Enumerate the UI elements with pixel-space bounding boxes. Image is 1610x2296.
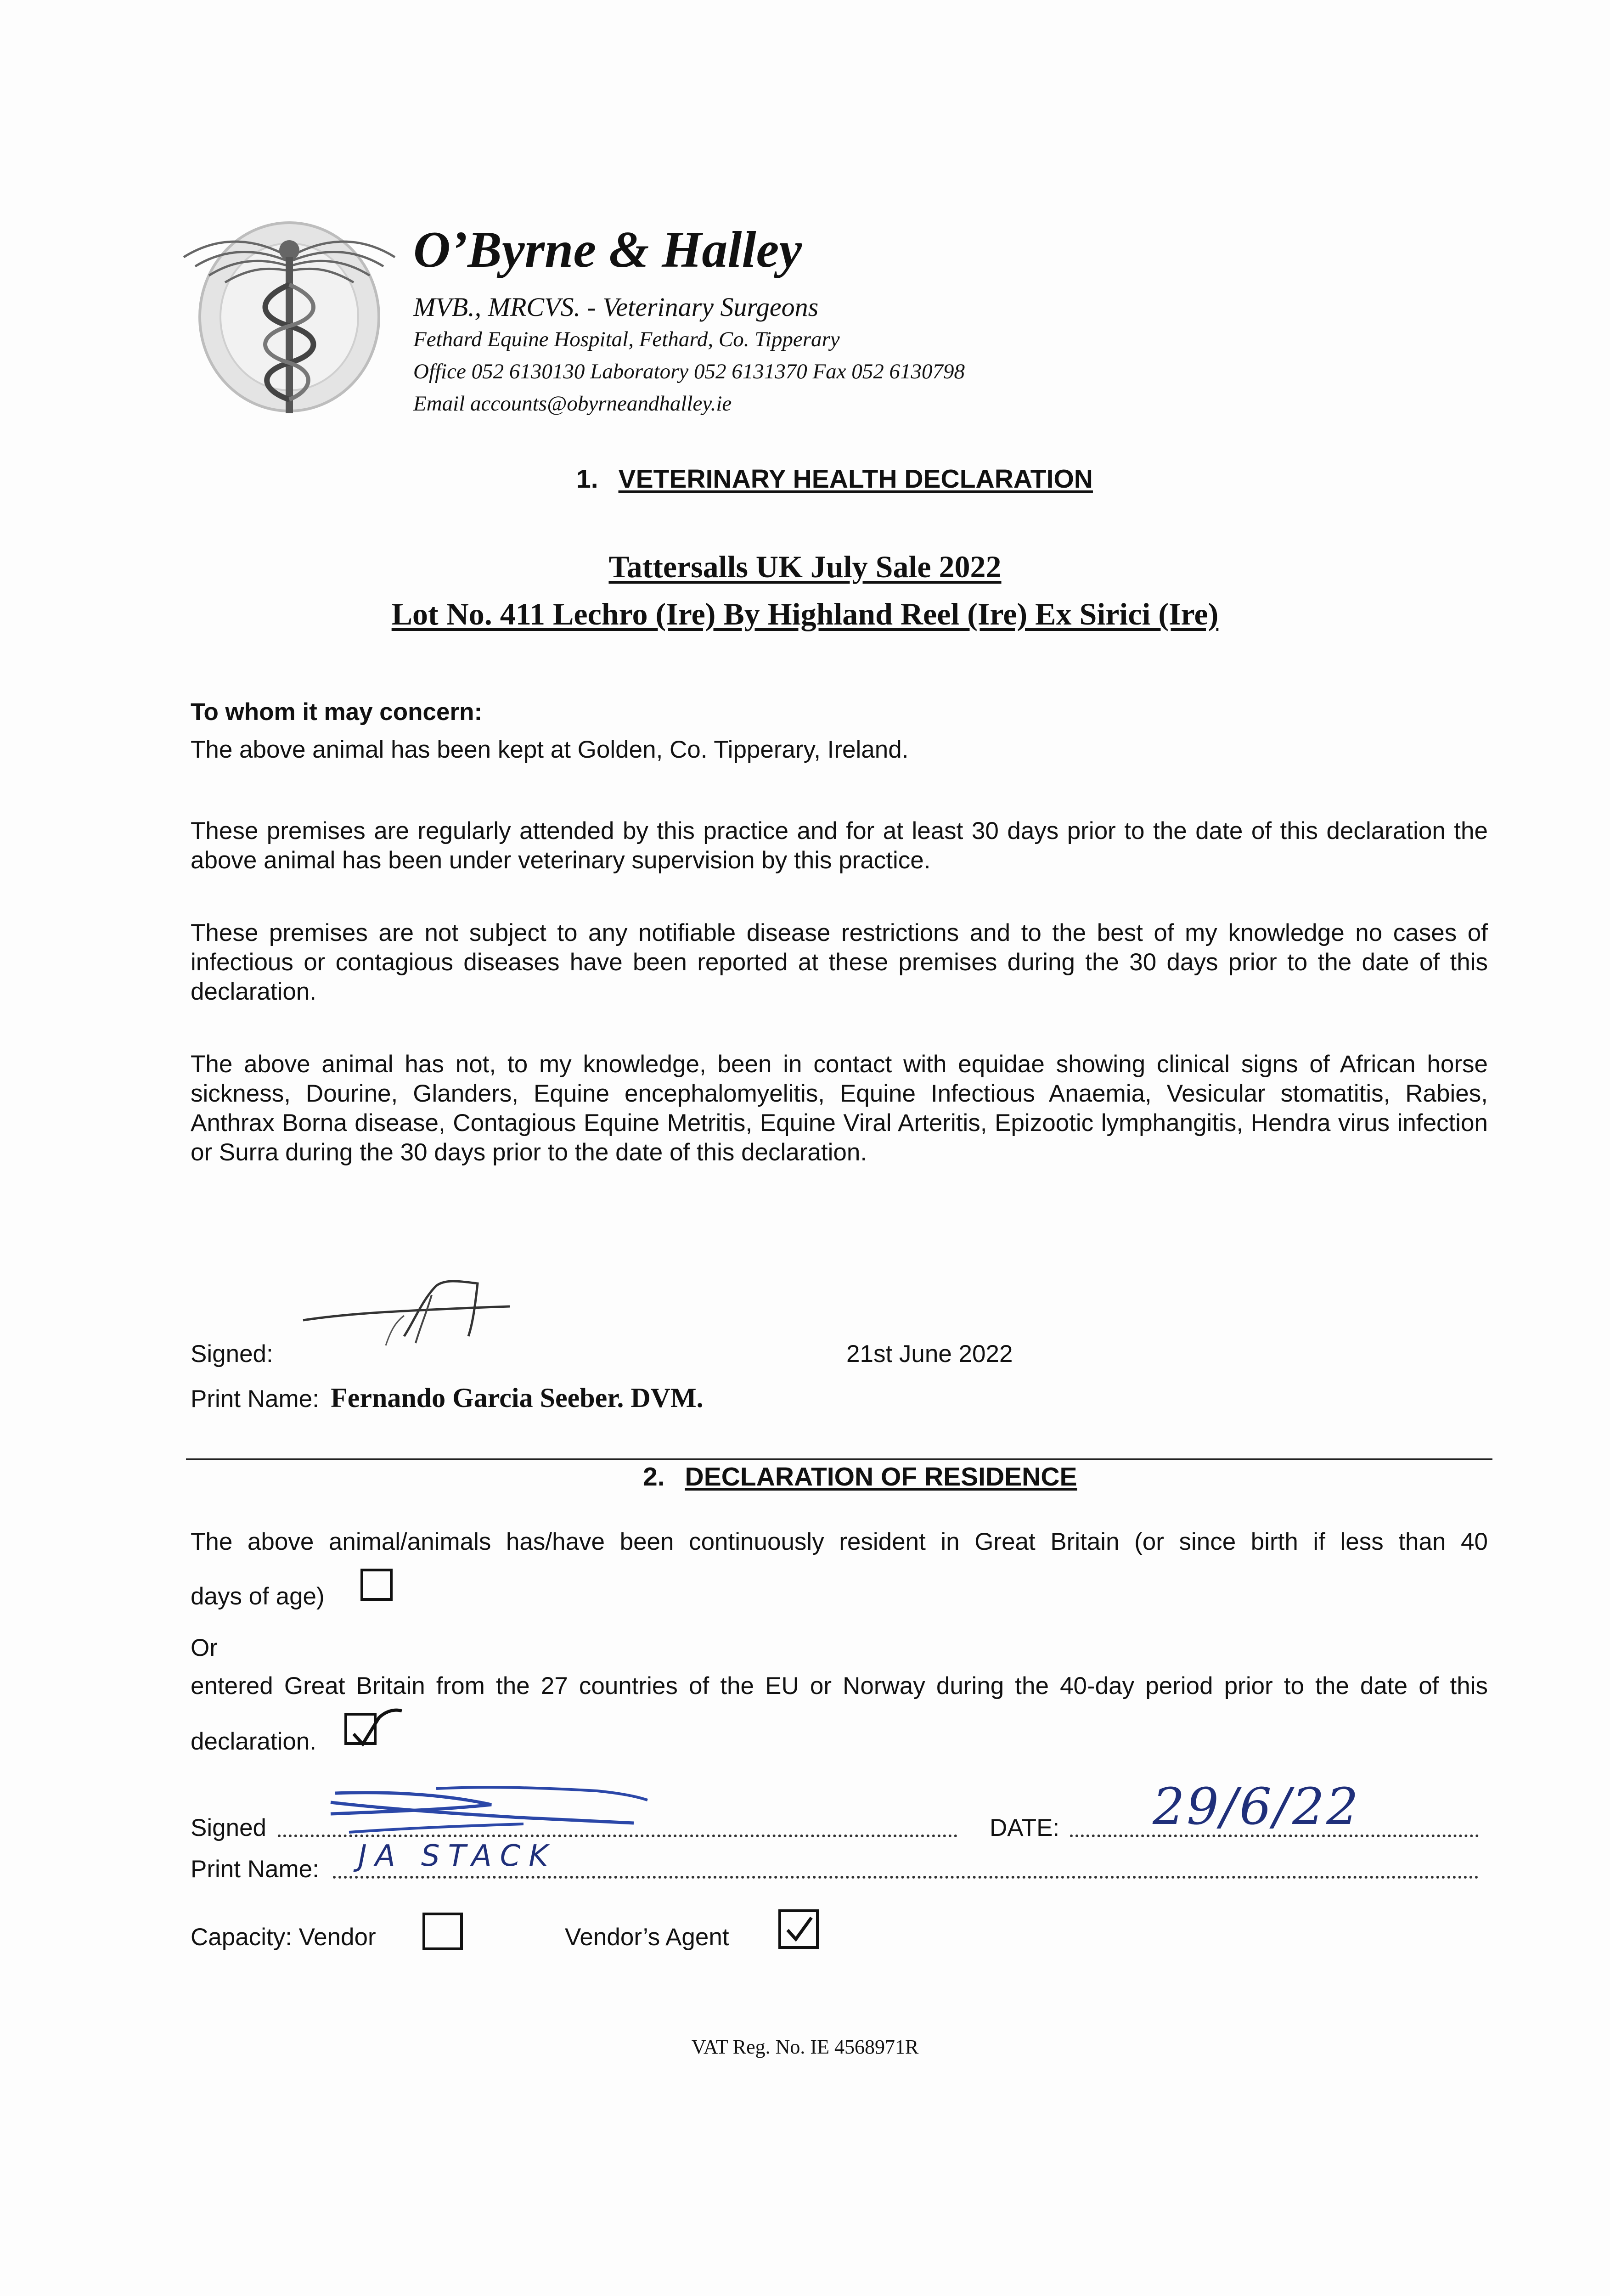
firm-address: Fethard Equine Hospital, Fethard, Co. Tipperary — [413, 327, 840, 351]
vendors-agent-checkbox[interactable] — [778, 1909, 819, 1949]
firm-phones: Office 052 6130130 Laboratory 052 6131370 Fax 052 6130798 — [413, 360, 965, 383]
caduceus-icon — [175, 202, 404, 422]
resident-checkbox[interactable] — [360, 1569, 393, 1601]
section-divider — [186, 1458, 1492, 1460]
residence-option1-text: The above animal/animals has/have been continuously resident in Great Britain (or since birth if less than 40 — [191, 1528, 1488, 1555]
section2-title: DECLARATION OF RESIDENCE — [685, 1462, 1077, 1491]
vet-print-name-row — [191, 1382, 704, 1414]
agent-handwritten-date: 29/6/22 — [1153, 1777, 1361, 1836]
vet-print-name-label: Print Name: — [191, 1385, 319, 1412]
salutation: To whom it may concern: — [191, 698, 483, 726]
lot-title: Lot No. 411 Lechro (Ire) By Highland Reel (Ire) Ex Sirici (Ire) — [391, 597, 1219, 631]
vet-declaration-date: 21st June 2022 — [846, 1340, 1013, 1367]
residence-option2-text-cont: declaration. — [191, 1728, 317, 1755]
paragraph-contact: The above animal has not, to my knowledge, been in contact with equidae showing clinical signs of African horse sickness, Dourine, Glanders, Equine encephalomyelitis, Equine Infectious Anaemia, Vesicular stomatitis, Rabies, Anthrax Borna disease, Contagious Equine Metritis, Equine Viral Arteritis, Epizootic lymphangitis, Hendra virus infection or Surra during the 30 days prior to the date of this declaration. — [191, 1051, 1488, 1166]
vet-print-name: Fernando Garcia Seeber. DVM. — [331, 1383, 704, 1413]
checkmark-icon — [344, 1702, 404, 1752]
capacity-vendor-label: Capacity: Vendor — [191, 1924, 376, 1951]
section1-title: VETERINARY HEALTH DECLARATION — [618, 464, 1093, 494]
firm-qualifications: MVB., MRCVS. - Veterinary Surgeons — [413, 292, 819, 322]
vendor-checkbox[interactable] — [422, 1913, 463, 1950]
vet-signed-label: Signed: — [191, 1340, 273, 1367]
sale-title: Tattersalls UK July Sale 2022 — [608, 549, 1002, 584]
residence-option1-text-cont: days of age) — [191, 1583, 325, 1610]
firm-email: Email accounts@obyrneandhalley.ie — [413, 392, 732, 416]
paragraph-restrictions: These premises are not subject to any notifiable disease restrictions and to the best of my knowledge no cases of infectious or contagious diseases have been reported at these premises during the 30 days prior to the date of this declaration. — [191, 919, 1488, 1005]
vet-signature — [294, 1267, 533, 1359]
section2-number: 2. — [643, 1462, 665, 1491]
agent-date-label: DATE: — [990, 1814, 1060, 1841]
vat-registration: VAT Reg. No. IE 4568971R — [691, 2036, 919, 2058]
agent-signed-label: Signed — [191, 1814, 267, 1841]
kept-at-statement: The above animal has been kept at Golden, Co. Tipperary, Ireland. — [191, 736, 909, 763]
print-name-dotted-line — [333, 1876, 1479, 1879]
firm-name: O’Byrne & Halley — [413, 221, 802, 278]
section1-heading — [576, 464, 1093, 494]
checkmark-icon — [783, 1914, 815, 1946]
or-label: Or — [191, 1634, 218, 1661]
residence-option2-text: entered Great Britain from the 27 countries of the EU or Norway during the 40-day period prior to the date of this — [191, 1672, 1488, 1699]
section2-heading — [643, 1462, 1077, 1492]
agent-print-name-label: Print Name: — [191, 1856, 319, 1883]
vendors-agent-label: Vendor’s Agent — [565, 1924, 729, 1951]
paragraph-supervision: These premises are regularly attended by this practice and for at least 30 days prior to the date of this declaration the above animal has been under veterinary supervision by this practice. — [191, 817, 1488, 874]
signed-dotted-line — [278, 1835, 957, 1837]
section1-number: 1. — [576, 464, 598, 494]
entered-eu-checkbox[interactable] — [344, 1713, 377, 1745]
agent-handwritten-name: JA STACK — [358, 1839, 557, 1873]
